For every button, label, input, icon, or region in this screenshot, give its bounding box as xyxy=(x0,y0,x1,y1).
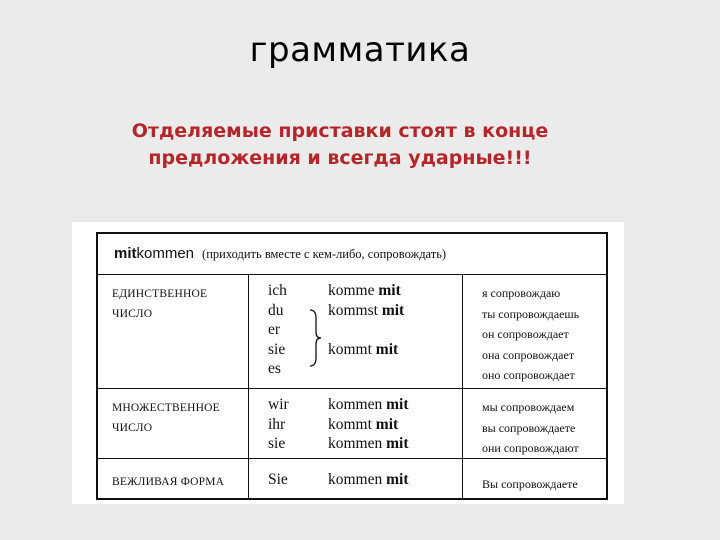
verb-form-stem: kommst xyxy=(328,301,378,319)
table-divider xyxy=(462,274,463,498)
verb-form xyxy=(328,434,409,454)
table-header xyxy=(114,245,446,263)
polite-translation xyxy=(482,474,578,495)
verb-gloss: (приходить вместе с кем-либо, сопровождать) xyxy=(202,247,447,261)
singular-translations xyxy=(482,283,579,386)
verb-form-prefix: mit xyxy=(375,415,399,433)
verb-form xyxy=(328,340,404,360)
singular-label xyxy=(112,284,207,324)
verb-form xyxy=(328,301,404,321)
conjugation-table xyxy=(96,232,608,500)
page-title: грамматика xyxy=(249,30,471,70)
translation: она сопровождает xyxy=(482,347,575,362)
verb-form-prefix: mit xyxy=(378,282,401,299)
translation: мы сопровождаем xyxy=(482,400,575,414)
plural-label-line-1: МНОЖЕСТВЕННОЕ xyxy=(112,402,220,414)
pronoun: wir xyxy=(268,396,289,413)
conjugation-table-image xyxy=(72,222,624,504)
pronoun: du xyxy=(268,301,284,319)
plural-translations xyxy=(482,397,579,459)
translation: Вы сопровождаете xyxy=(482,477,578,491)
singular-label-line-1: ЕДИНСТВЕННОЕ xyxy=(112,288,208,300)
verb-stem: kommen xyxy=(136,245,195,262)
verb-form-stem: kommt xyxy=(328,415,372,433)
table-divider xyxy=(98,388,606,389)
separable-prefix: mit xyxy=(114,245,137,262)
plural-label-line-2: ЧИСЛО xyxy=(112,422,153,434)
verb-form xyxy=(328,415,409,435)
translation: он сопровождает xyxy=(482,327,569,341)
verb-form-prefix: mit xyxy=(375,340,399,358)
pronoun: er xyxy=(268,321,281,338)
translation: оно сопровождает xyxy=(482,368,575,382)
pronoun: es xyxy=(268,360,281,377)
translation: вы сопровождаете xyxy=(482,420,576,435)
verb-form xyxy=(328,281,404,301)
pronoun: sie xyxy=(268,340,286,358)
pronoun: sie xyxy=(268,435,286,452)
verb-form-prefix: mit xyxy=(386,471,409,488)
polite-form-label: ВЕЖЛИВАЯ ФОРМА xyxy=(112,476,225,488)
translation: они сопровождают xyxy=(482,441,579,455)
verb-form xyxy=(328,395,409,415)
pronoun: ihr xyxy=(268,415,286,433)
brace-icon xyxy=(308,308,322,368)
verb-form-prefix: mit xyxy=(381,301,405,319)
table-divider xyxy=(248,274,249,498)
plural-label xyxy=(112,398,220,438)
rule-statement xyxy=(0,118,680,172)
verb-form-stem: kommen xyxy=(328,396,383,413)
verb-form-stem: kommen xyxy=(328,471,383,488)
rule-line-1: Отделяемые приставки стоят в конце xyxy=(131,120,549,142)
verb-form-prefix: mit xyxy=(386,435,409,452)
verb-form-prefix: mit xyxy=(386,396,409,413)
polite-pronoun xyxy=(268,470,288,490)
verb-form-stem: komme xyxy=(328,282,375,299)
pronoun: Sie xyxy=(268,471,288,488)
singular-verb-forms xyxy=(328,281,404,359)
rule-line-2: предложения и всегда ударные!!! xyxy=(148,147,532,169)
infinitive xyxy=(114,245,194,262)
spacer xyxy=(328,320,404,340)
verb-form-stem: kommen xyxy=(328,435,383,452)
plural-verb-forms xyxy=(328,395,409,454)
pronoun: ich xyxy=(268,282,287,299)
singular-label-line-2: ЧИСЛО xyxy=(112,308,153,320)
polite-verb-form xyxy=(328,470,409,490)
translation: я сопровождаю xyxy=(482,286,561,300)
verb-form xyxy=(328,470,409,490)
table-divider xyxy=(98,274,606,275)
translation: ты сопровождаешь xyxy=(482,306,580,321)
verb-form-stem: kommt xyxy=(328,340,372,358)
plural-pronouns xyxy=(268,395,289,454)
singular-pronouns xyxy=(268,281,287,379)
